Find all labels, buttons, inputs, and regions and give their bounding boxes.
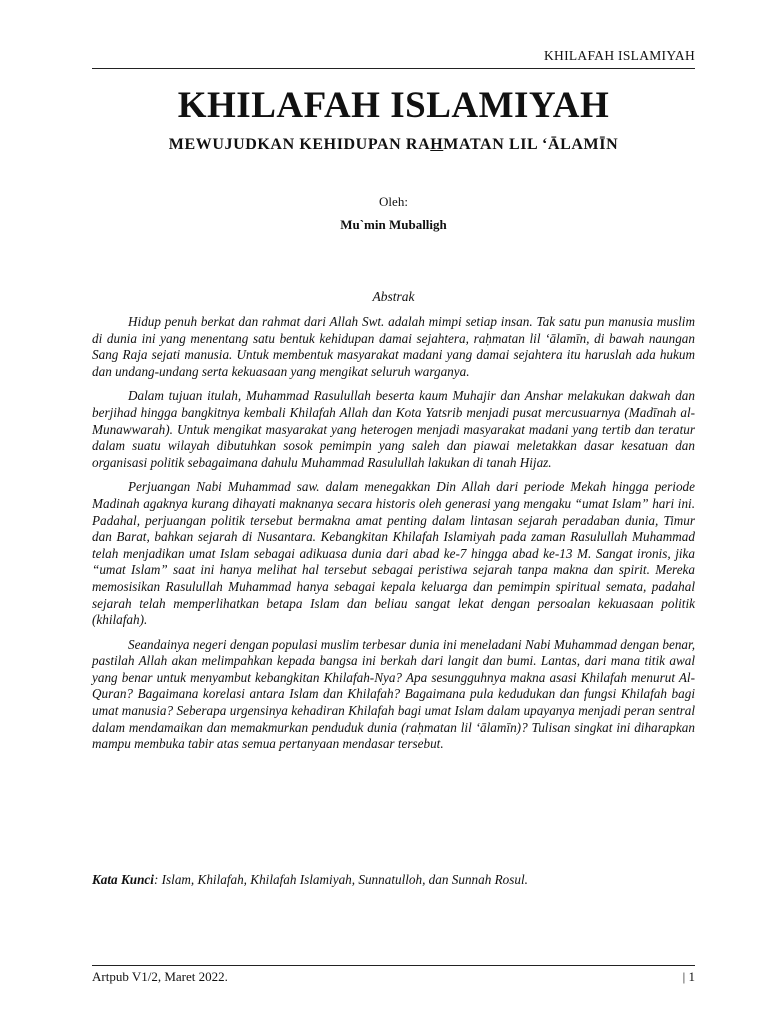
footer-journal: Artpub V1/2, Maret 2022. bbox=[92, 969, 228, 984]
page-footer bbox=[92, 965, 695, 985]
abstract-paragraph: Hidup penuh berkat dan rahmat dari Allah Swt. adalah mimpi setiap insan. Tak satu pun manusia muslim di dunia ini yang menentang satu bentuk kehidupan damai sejahtera, raḥmatan lil ‘ālamīn, di bawah naungan Sang Raja sejati manusia. Untuk membentuk masyarakat madani yang damai sejahtera itu haruslah ada hukum dan undang-undang serta kekuasaan yang mengikat seluruh warganya. bbox=[92, 314, 695, 379]
subtitle-part-1: MEWUJUDKAN KEHIDUPAN RA bbox=[168, 136, 431, 153]
abstract-body bbox=[92, 314, 695, 761]
abstract-paragraph: Dalam tujuan itulah, Muhammad Rasulullah beserta kaum Muhajir dan Anshar melakukan dakwah dan berjihad hingga bangkitnya kembali Khilafah Allah dan Kota Yatsrib menjadi pusat mercusuarnya (Madīnah al-Munawwarah). Untuk mengikat masyarakat yang heterogen menjadi masyarakat madani yang tertib dan teratur dalam suatu wilayah dibutuhkan sosok pemimpin yang saleh dan piawai meletakkan dasar kesatuan dan organisasi politik sebagaimana dahulu Muhammad Rasulullah lakukan di tanah Hijaz. bbox=[92, 388, 695, 470]
abstract-heading: Abstrak bbox=[372, 289, 415, 304]
abstract-paragraph: Seandainya negeri dengan populasi muslim terbesar dunia ini meneladani Nabi Muhammad dengan benar, pastilah Allah akan melimpahkan kepada bangsa ini berkah dari langit dan bumi. Lantas, dari mana titik awal yang benar untuk menyambut kebangkitan Khilafah-Nya? Apa sesungguhnya makna asasi Khilafah menurut Al-Quran? Bagaimana korelasi antara Islam dan Khilafah? Bagaimana pula kedudukan dan fungsi Khilafah bagi umat manusia? Seberapa urgensinya kehadiran Khilafah bagi umat Islam dalam upayanya menjadi peran sentral dalam mendamaikan dan memakmurkan penduduk dunia (raḥmatan lil ‘ālamīn)? Tulisan singkat ini diharapkan mampu membuka tabir atas semua pertanyaan mendasar tersebut. bbox=[92, 636, 695, 752]
byline-label: Oleh: bbox=[379, 194, 408, 209]
author-name: Mu`min Muballigh bbox=[340, 217, 447, 232]
running-header bbox=[92, 48, 695, 69]
keywords-list: : Islam, Khilafah, Khilafah Islamiyah, Sunnatulloh, dan Sunnah Rosul. bbox=[153, 872, 528, 887]
paper-subtitle bbox=[92, 136, 695, 154]
keywords bbox=[92, 872, 695, 888]
running-header-title: KHILAFAH ISLAMIYAH bbox=[543, 48, 695, 63]
subtitle-underlined-letter: H bbox=[430, 136, 444, 153]
abstract-paragraph: Perjuangan Nabi Muhammad saw. dalam menegakkan Din Allah dari periode Mekah hingga periode Madinah agaknya kurang dihayati maknanya secara historis oleh generasi yang mengaku “umat Islam” hari ini. Padahal, perjuangan politik tersebut bermakna amat penting dalam lintasan sejarah peradaban dunia, Timur dan Barat, bahkan sejarah di Nusantara. Kebangkitan Khilafah Islamiyah pada zaman Rasulullah Muhammad telah menjadikan umat Islam sebagai adikuasa dunia dari abad ke-7 hingga abad ke-13 M. Sangat ironis, jika “umat Islam” saat ini hanya melihat hal tersebut sebagai peristiwa sejarah tanpa makna dan spirit. Mereka memosisikan Rasulullah Muhammad hanya sebagai kepala keluarga dan pemimpin spiritual semata, padahal sejarah telah memperlihatkan betapa Islam dan beliau sangat lekat dengan persoalan kekuasaan politik (khilafah). bbox=[92, 479, 695, 628]
keywords-label: Kata Kunci bbox=[92, 872, 154, 887]
page-number: | 1 bbox=[682, 969, 695, 984]
subtitle-part-2: MATAN LIL ‘ĀLAMĪN bbox=[443, 136, 619, 153]
paper-title: KHILAFAH ISLAMIYAH bbox=[177, 85, 610, 126]
